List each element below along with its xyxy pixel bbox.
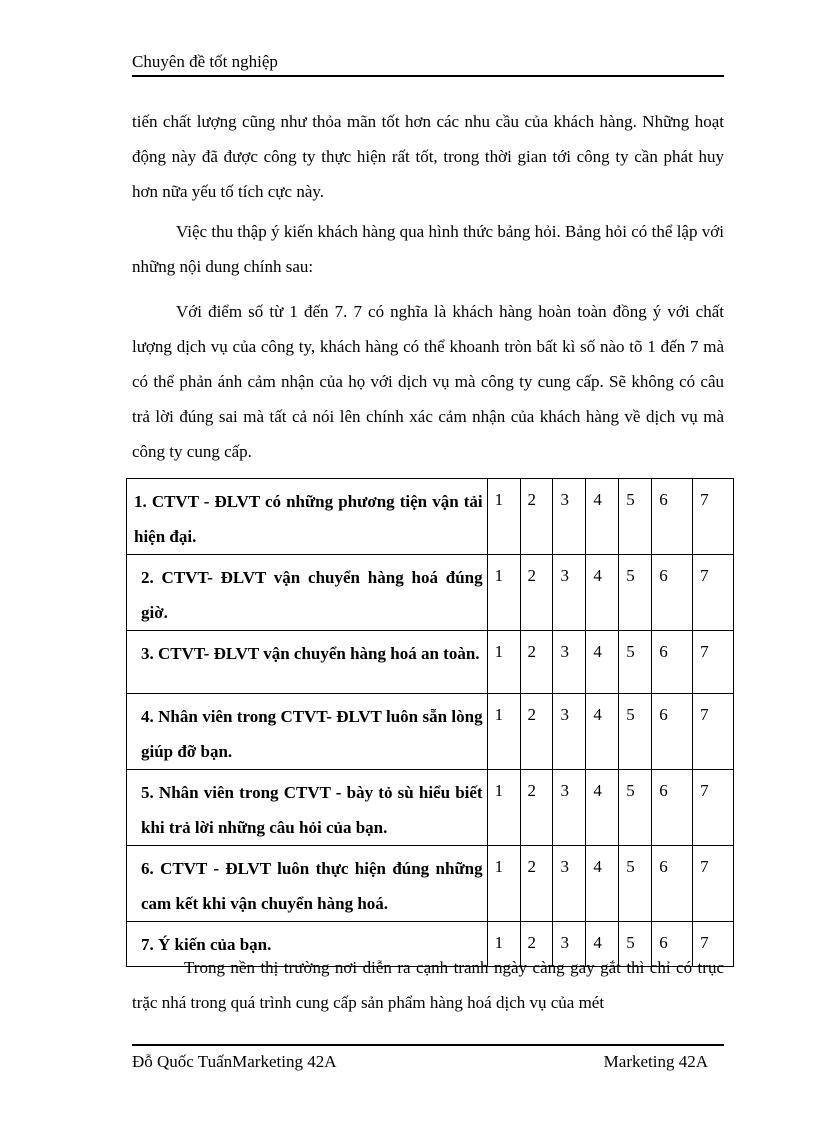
survey-score-5[interactable]: 5 — [619, 694, 652, 770]
survey-question — [127, 555, 488, 631]
header-divider — [132, 75, 724, 77]
survey-score-1[interactable]: 1 — [487, 555, 520, 631]
paragraph-3: Với điểm số từ 1 đến 7. 7 có nghĩa là khách hàng hoàn toàn đồng ý với chất lượng dịch vụ của công ty, khách hàng có thể khoanh tròn bất kì số nào tõ 1 đến 7 mà có thể phản ánh cảm nhận của họ với dịch vụ mà công ty cung cấp. Sẽ không có câu trả lời đúng sai mà tất cả nói lên chính xác cảm nhận của khách hàng về dịch vụ mà công ty cung cấp. — [132, 302, 724, 461]
survey-row — [127, 555, 734, 631]
survey-score-3[interactable]: 3 — [553, 770, 586, 846]
survey-score-4[interactable]: 4 — [586, 846, 619, 922]
survey-question-text: 3. CTVT- ĐLVT vận chuyển hàng hoá an toàn. — [141, 644, 480, 663]
survey-row — [127, 846, 734, 922]
survey-question-text: 4. Nhân viên trong CTVT- ĐLVT luôn sẵn lòng giúp đỡ bạn. — [141, 707, 483, 761]
survey-score-1[interactable]: 1 — [487, 922, 520, 967]
survey-score-6[interactable]: 6 — [652, 694, 693, 770]
survey-score-4[interactable]: 4 — [586, 922, 619, 967]
survey-score-1[interactable]: 1 — [487, 631, 520, 694]
survey-score-4[interactable]: 4 — [586, 770, 619, 846]
survey-score-6[interactable]: 6 — [652, 770, 693, 846]
survey-score-6[interactable]: 6 — [652, 479, 693, 555]
survey-score-5[interactable]: 5 — [619, 846, 652, 922]
survey-score-2[interactable]: 2 — [520, 479, 553, 555]
survey-score-2[interactable]: 2 — [520, 555, 553, 631]
survey-score-6[interactable]: 6 — [652, 846, 693, 922]
closing-text — [132, 950, 724, 1020]
survey-score-7[interactable]: 7 — [693, 479, 734, 555]
survey-question-text: 7. Ý kiến của bạn. — [141, 935, 272, 954]
survey-score-3[interactable]: 3 — [553, 922, 586, 967]
survey-score-5[interactable]: 5 — [619, 479, 652, 555]
survey-score-3[interactable]: 3 — [553, 631, 586, 694]
survey-row — [127, 694, 734, 770]
footer-course: Marketing 42A — [603, 1052, 708, 1071]
survey-score-3[interactable]: 3 — [553, 479, 586, 555]
survey-score-7[interactable]: 7 — [693, 922, 734, 967]
survey-score-1[interactable]: 1 — [487, 479, 520, 555]
survey-row — [127, 770, 734, 846]
survey-row — [127, 631, 734, 694]
survey-score-7[interactable]: 7 — [693, 770, 734, 846]
survey-question — [127, 631, 488, 694]
survey-row — [127, 479, 734, 555]
survey-table — [126, 478, 734, 967]
survey-question-text: 2. CTVT- ĐLVT vận chuyển hàng hoá đúng giờ. — [141, 568, 483, 622]
survey-question-text: 5. Nhân viên trong CTVT - bày tỏ sù hiểu biết khi trả lời những câu hỏi của bạn. — [141, 783, 483, 837]
paragraph-4: Trong nền thị trường nơi diễn ra cạnh tranh ngày càng gay gắt thì chỉ có trục trặc nhá trong quá trình cung cấp sản phẩm hàng hoá dịch vụ của mét — [132, 958, 724, 1012]
paragraph-1: tiến chất lượng cũng như thỏa mãn tốt hơn các nhu cầu của khách hàng. Những hoạt động này đã được công ty thực hiện rất tốt, trong thời gian tới công ty cần phát huy hơn nữa yếu tố tích cực này. — [132, 112, 724, 201]
survey-score-6[interactable]: 6 — [652, 555, 693, 631]
survey-score-7[interactable]: 7 — [693, 555, 734, 631]
survey-score-2[interactable]: 2 — [520, 770, 553, 846]
survey-question — [127, 694, 488, 770]
survey-score-3[interactable]: 3 — [553, 694, 586, 770]
paragraph-2: Việc thu thập ý kiến khách hàng qua hình thức bảng hỏi. Bảng hỏi có thể lập với những nội dung chính sau: — [132, 222, 724, 276]
survey-score-6[interactable]: 6 — [652, 631, 693, 694]
survey-score-7[interactable]: 7 — [693, 694, 734, 770]
survey-question — [127, 846, 488, 922]
survey-score-4[interactable]: 4 — [586, 555, 619, 631]
survey-question — [127, 770, 488, 846]
survey-score-2[interactable]: 2 — [520, 922, 553, 967]
survey-question — [127, 479, 488, 555]
survey-score-5[interactable]: 5 — [619, 922, 652, 967]
survey-score-7[interactable]: 7 — [693, 631, 734, 694]
survey-score-4[interactable]: 4 — [586, 694, 619, 770]
survey-question-text: 6. CTVT - ĐLVT luôn thực hiện đúng những cam kết khi vận chuyển hàng hoá. — [141, 859, 483, 913]
survey-score-2[interactable]: 2 — [520, 694, 553, 770]
footer-author: Đỗ Quốc TuấnMarketing 42A — [132, 1052, 337, 1071]
survey-score-4[interactable]: 4 — [586, 479, 619, 555]
survey-question-text: 1. CTVT - ĐLVT có những phương tiện vận tải hiện đại. — [134, 492, 483, 546]
survey-score-5[interactable]: 5 — [619, 770, 652, 846]
page-header-title: Chuyên đề tốt nghiệp — [132, 52, 278, 71]
survey-score-1[interactable]: 1 — [487, 846, 520, 922]
survey-score-1[interactable]: 1 — [487, 770, 520, 846]
survey-score-2[interactable]: 2 — [520, 631, 553, 694]
survey-score-5[interactable]: 5 — [619, 555, 652, 631]
survey-score-1[interactable]: 1 — [487, 694, 520, 770]
survey-score-3[interactable]: 3 — [553, 555, 586, 631]
footer-divider — [132, 1044, 724, 1046]
body-text — [132, 104, 724, 469]
survey-score-7[interactable]: 7 — [693, 846, 734, 922]
survey-score-6[interactable]: 6 — [652, 922, 693, 967]
survey-score-4[interactable]: 4 — [586, 631, 619, 694]
survey-score-5[interactable]: 5 — [619, 631, 652, 694]
survey-score-2[interactable]: 2 — [520, 846, 553, 922]
survey-score-3[interactable]: 3 — [553, 846, 586, 922]
